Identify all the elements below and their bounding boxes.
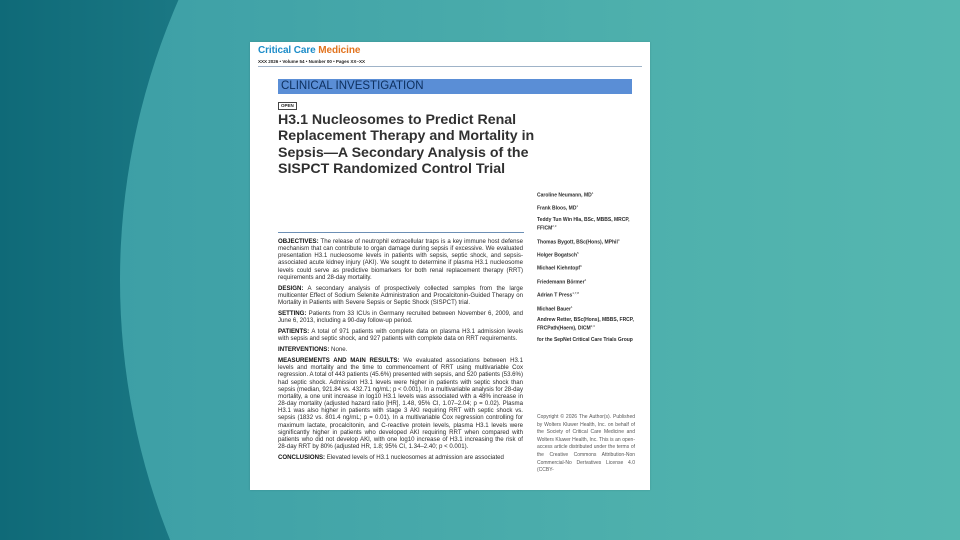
author-name: Adrian T Press bbox=[537, 293, 573, 300]
author-affiliation-marker: 2,3 bbox=[552, 224, 557, 229]
author-entry bbox=[537, 203, 635, 212]
author-affiliation-marker: 1 bbox=[576, 204, 579, 209]
abstract-section bbox=[278, 310, 523, 324]
author-entry bbox=[537, 237, 635, 246]
abstract-section-text: A total of 971 patients with complete data on plasma H3.1 admission levels with sepsis and septic shock, and 927 patients with complete data on RRT requirements. bbox=[278, 328, 523, 343]
abstract-section-label: CONCLUSIONS: bbox=[278, 454, 326, 461]
author-affiliation-marker: 1 bbox=[591, 191, 594, 195]
abstract-section bbox=[278, 285, 523, 306]
author-name: Friedemann Börmer bbox=[537, 279, 585, 286]
author-affiliation-marker: 1 bbox=[570, 304, 573, 309]
abstract-section-label: INTERVENTIONS: bbox=[278, 346, 330, 354]
abstract-section bbox=[278, 346, 523, 353]
abstract-section-label: OBJECTIVES: bbox=[278, 238, 319, 245]
author-name: Frank Bloos, MD bbox=[537, 206, 577, 213]
copyright-notice: Copyright © 2026 The Author(s). Published by Wolters Kluwer Health, Inc. on behalf of the Society of Critical Care Medicine and Wolters Kluwer Health, Inc. This is an open-access article distributed under the terms of the Creative Commons Attribution-Non Commercial-No Derivatives License 4.0 (CCBY- bbox=[537, 414, 635, 474]
abstract-section-text: The release of neutrophil extracellular traps is a key immune host defense mechanism that can contribute to organ damage during sepsis if excessive. We evaluated presentation H3.1 nucleosome levels in patients with sepsis, septic shock, and sepsis-associated acute kidney injury (AKI). We sought to determine if plasma H3.1 nucleosome levels could serve as predictive biomarkers for both renal replacement therapy (RRT) requirements and 28-day mortality. bbox=[278, 238, 523, 281]
paper-page bbox=[250, 42, 650, 490]
author-entry bbox=[537, 277, 635, 286]
author-name: Thomas Bygott, BSc(Hons), MPhil bbox=[537, 239, 618, 246]
title-rule bbox=[278, 232, 524, 233]
header-rule bbox=[258, 66, 642, 67]
issue-line: XXX 2026 • Volume 54 • Number 00 • Pages XX–XX bbox=[258, 59, 365, 64]
author-entry bbox=[537, 250, 635, 259]
author-affiliation-marker: 1,7,8 bbox=[572, 291, 579, 296]
author-entry bbox=[537, 337, 635, 343]
author-list bbox=[537, 190, 635, 348]
abstract-section-label: DESIGN: bbox=[278, 284, 304, 292]
author-entry bbox=[537, 190, 635, 199]
section-label: CLINICAL INVESTIGATION bbox=[278, 79, 632, 94]
author-name: Teddy Tun Win Hla, BSc, MBBS, MRCP, FFICM bbox=[537, 216, 630, 232]
article-title: H3.1 Nucleosomes to Predict Renal Replacement Therapy and Mortality in Sepsis—A Secondary Analysis of the SISPCT Randomized Control Trial bbox=[278, 112, 535, 178]
author-name: Caroline Neumann, MD bbox=[537, 192, 592, 199]
author-entry bbox=[537, 304, 635, 313]
abstract-section bbox=[278, 454, 523, 461]
author-entry bbox=[537, 317, 635, 332]
abstract-section-text: None. bbox=[329, 346, 348, 354]
author-name: Holger Bogatsch bbox=[537, 252, 578, 259]
author-affiliation-marker: 6 bbox=[580, 264, 582, 269]
abstract-section bbox=[278, 357, 523, 450]
abstract-section bbox=[278, 238, 523, 281]
journal-title: Critical Care Medicine bbox=[258, 45, 361, 56]
author-entry bbox=[537, 217, 635, 232]
author-affiliation-marker: 2,3 bbox=[590, 324, 595, 329]
abstract bbox=[278, 238, 523, 465]
author-affiliation-marker: 4 bbox=[584, 277, 587, 282]
abstract-section-label: SETTING: bbox=[278, 310, 307, 317]
open-access-badge: OPEN bbox=[278, 102, 297, 110]
author-name: Michael Kiehntopf bbox=[537, 266, 581, 273]
abstract-section-text: A secondary analysis of prospectively collected samples from the large multicenter Effect of Sodium Selenite Administration and Procalcitonin-Guided Therapy on Mortality in Patients with Severe Sepsis or Septic Shock (SISPCT) trial. bbox=[278, 284, 523, 307]
abstract-section-text: Elevated levels of H3.1 nucleosomes at admission are associated bbox=[325, 454, 504, 461]
author-affiliation-marker: 5 bbox=[577, 251, 579, 256]
abstract-section-text: Patients from 33 ICUs in Germany recruited between November 6, 2009, and June 6, 2013, including a 90-day follow-up period. bbox=[278, 310, 523, 325]
author-name: Michael Bauer bbox=[537, 306, 571, 313]
author-name: Andrew Retter, BSc(Hons), MBBS, FRCP, FRCPath(Haem), DICM bbox=[537, 317, 634, 333]
abstract-section-label: PATIENTS: bbox=[278, 328, 310, 336]
author-name: for the SepNet Critical Care Trials Group bbox=[537, 336, 633, 343]
abstract-section-label: MEASUREMENTS AND MAIN RESULTS: bbox=[278, 357, 400, 365]
abstract-section-text: We evaluated associations between H3.1 levels and mortality and the time to commencement of RRT using multivariable Cox regression. A total of 443 patients (45.6%) presented with sepsis, and 520 patients (53.6%) had septic shock. Admission H3.1 levels were higher in patients with septic shock than sepsis (median, 921.84 vs. 432.71 ng/mL; p < 0.001). In a multivariable analysis for 28-day mortality, a one unit increase in log10 H3.1 levels was associated with a 48% increase in 28-day mortality (adjusted hazard ratio [HR], 1.48, 95% CI, 1.07–2.04; p = 0.02). Plasma H3.1 was also higher in patients with stage 3 AKI requiring RRT with septic shock vs. sepsis (1832 vs. 801.4 ng/mL; p = 0.01). In a multivariable Cox regression controlling for maximum lactate, procalcitonin, and C-reactive protein levels, plasma H3.1 levels were significantly higher in patients who developed AKI requiring RRT when compared with patients who did not develop AKI, with one log10 increase of H3.1 increasing the risk of 28-day RRT by 80% (adjusted HR, 1.8; 95% CI, 1.34–2.40; p < 0.001). bbox=[278, 357, 523, 451]
author-entry bbox=[537, 263, 635, 272]
author-affiliation-marker: 4 bbox=[617, 237, 620, 242]
abstract-section bbox=[278, 328, 523, 342]
author-entry bbox=[537, 290, 635, 299]
